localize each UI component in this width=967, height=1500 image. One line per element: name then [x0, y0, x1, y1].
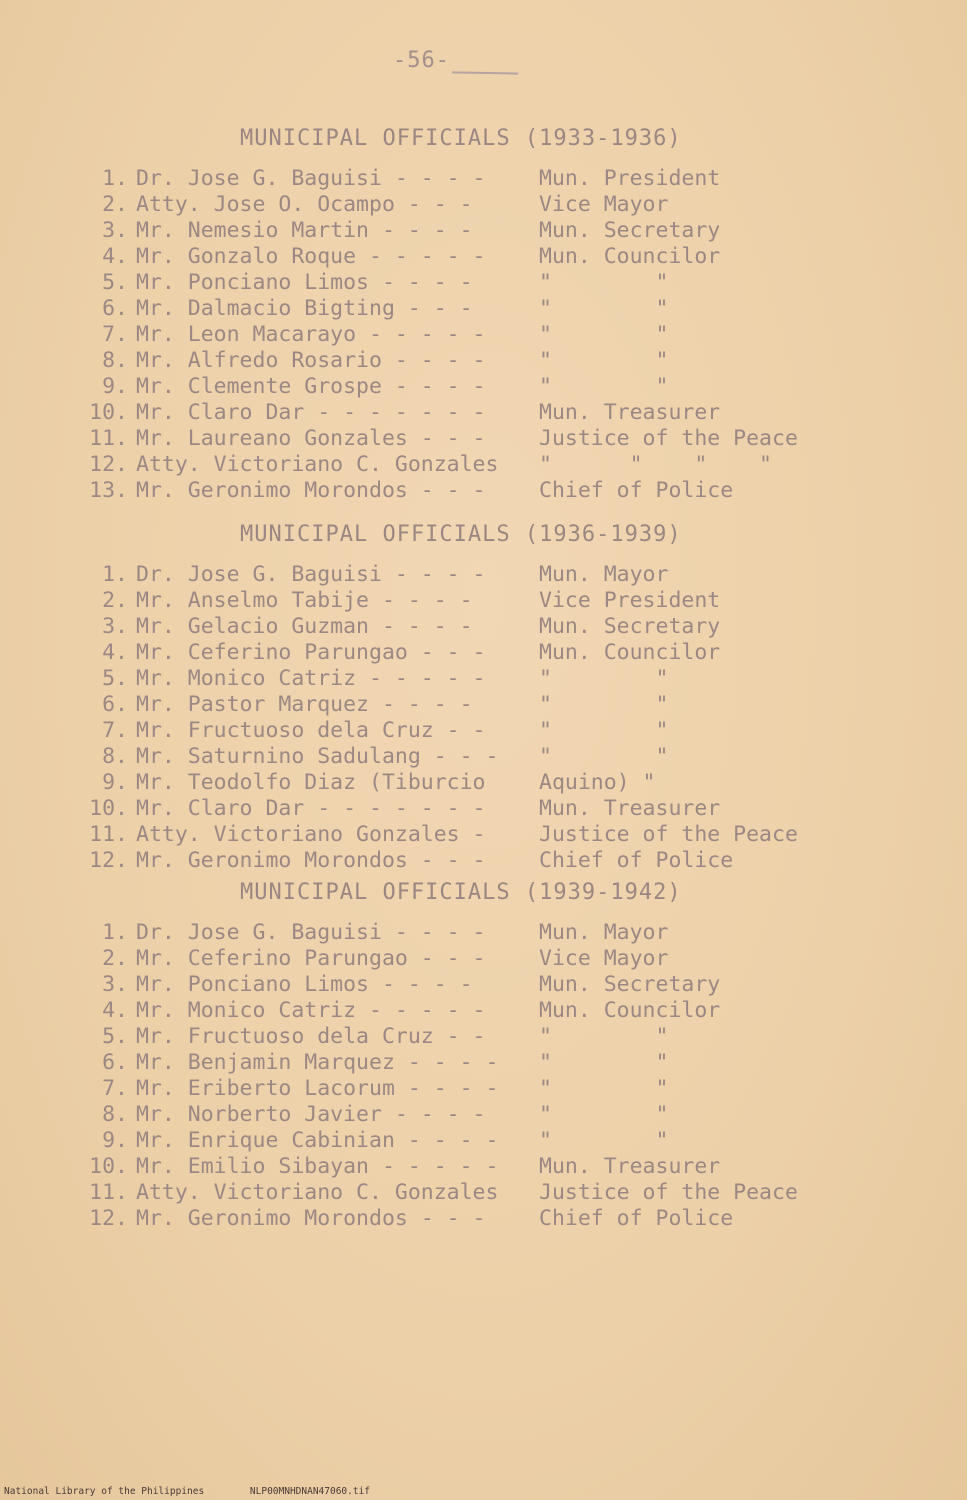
official-row [80, 348, 940, 374]
official-name: Mr. Norberto Javier - - - - [136, 1102, 486, 1127]
official-name: Mr. Anselmo Tabije - - - - [136, 588, 473, 613]
row-number: 3. [102, 614, 128, 639]
official-position: " " [539, 718, 669, 743]
pen-underline-mark [452, 71, 518, 77]
official-row [80, 998, 940, 1024]
official-row [80, 796, 940, 822]
official-position: Mun. Treasurer [539, 400, 721, 425]
official-row [80, 296, 940, 322]
official-name: Atty. Victoriano C. Gonzales [136, 452, 499, 477]
official-name: Mr. Enrique Cabinian - - - - [136, 1128, 499, 1153]
row-number: 2. [102, 588, 128, 613]
official-name: Mr. Emilio Sibayan - - - - - [136, 1154, 499, 1179]
official-row [80, 452, 940, 478]
official-position: Chief of Police [539, 1206, 734, 1231]
official-name: Mr. Nemesio Martin - - - - [136, 218, 473, 243]
official-position: " " [539, 348, 669, 373]
official-position: Justice of the Peace [539, 1180, 798, 1205]
official-position: " " [539, 270, 669, 295]
official-row [80, 192, 940, 218]
row-number: 12. [89, 1206, 128, 1231]
official-name: Mr. Ponciano Limos - - - - [136, 972, 473, 997]
official-row [80, 640, 940, 666]
row-number: 3. [102, 218, 128, 243]
officials-list [80, 562, 940, 874]
official-position: " " [539, 1024, 669, 1049]
official-position: " " " " [539, 452, 772, 477]
official-name: Mr. Monico Catriz - - - - - [136, 998, 486, 1023]
row-number: 9. [102, 374, 128, 399]
row-number: 11. [89, 1180, 128, 1205]
official-name: Mr. Leon Macarayo - - - - - [136, 322, 486, 347]
official-name: Mr. Ponciano Limos - - - - [136, 270, 473, 295]
official-name: Atty. Victoriano Gonzales - [136, 822, 486, 847]
scan-footer [4, 1486, 410, 1497]
section-1939-1942 [80, 880, 940, 1232]
row-number: 10. [89, 796, 128, 821]
official-name: Mr. Gelacio Guzman - - - - [136, 614, 473, 639]
row-number: 3. [102, 972, 128, 997]
row-number: 5. [102, 666, 128, 691]
row-number: 2. [102, 192, 128, 217]
official-name: Dr. Jose G. Baguisi - - - - [136, 920, 486, 945]
row-number: 8. [102, 744, 128, 769]
official-position: Mun. Councilor [539, 998, 721, 1023]
official-row [80, 692, 940, 718]
official-name: Mr. Monico Catriz - - - - - [136, 666, 486, 691]
official-name: Atty. Jose O. Ocampo - - - [136, 192, 473, 217]
official-row [80, 244, 940, 270]
official-row [80, 588, 940, 614]
official-position: Mun. Councilor [539, 640, 721, 665]
row-number: 7. [102, 322, 128, 347]
official-row [80, 478, 940, 504]
row-number: 10. [89, 400, 128, 425]
row-number: 6. [102, 296, 128, 321]
footer-file: NLP00MNHDNAN47060.tif [249, 1486, 371, 1497]
official-position: Vice Mayor [539, 192, 669, 217]
official-name: Mr. Teodolfo Diaz (Tiburcio [136, 770, 486, 795]
official-row [80, 1102, 940, 1128]
official-row [80, 562, 940, 588]
official-row [80, 400, 940, 426]
row-number: 9. [102, 770, 128, 795]
official-position: " " [539, 744, 669, 769]
official-position: " " [539, 1050, 669, 1075]
footer-library: National Library of the Philippines [4, 1486, 205, 1497]
row-number: 10. [89, 1154, 128, 1179]
official-name: Mr. Geronimo Morondos - - - [136, 478, 486, 503]
official-row [80, 822, 940, 848]
official-row [80, 1050, 940, 1076]
official-position: Mun. Secretary [539, 218, 721, 243]
official-position: Mun. Mayor [539, 920, 669, 945]
official-name: Mr. Clemente Grospe - - - - [136, 374, 486, 399]
row-number: 4. [102, 244, 128, 269]
section-1936-1939 [80, 522, 940, 874]
row-number: 1. [102, 920, 128, 945]
official-name: Mr. Eriberto Lacorum - - - - [136, 1076, 499, 1101]
official-name: Mr. Geronimo Morondos - - - [136, 1206, 486, 1231]
row-number: 9. [102, 1128, 128, 1153]
page-number: -56- [393, 48, 450, 73]
row-number: 7. [102, 1076, 128, 1101]
official-position: Justice of the Peace [539, 822, 798, 847]
official-position: " " [539, 1102, 669, 1127]
official-position: Vice Mayor [539, 946, 669, 971]
official-name: Mr. Saturnino Sadulang - - - [136, 744, 499, 769]
section-1933-1936 [80, 126, 940, 504]
official-position: Mun. Secretary [539, 614, 721, 639]
official-name: Mr. Dalmacio Bigting - - - [136, 296, 473, 321]
official-row [80, 614, 940, 640]
official-name: Mr. Geronimo Morondos - - - [136, 848, 486, 873]
official-name: Mr. Fructuoso dela Cruz - - [136, 718, 486, 743]
official-position: " " [539, 692, 669, 717]
official-row [80, 1024, 940, 1050]
official-row [80, 946, 940, 972]
row-number: 8. [102, 1102, 128, 1127]
row-number: 5. [102, 270, 128, 295]
official-name: Mr. Pastor Marquez - - - - [136, 692, 473, 717]
official-position: Justice of the Peace [539, 426, 798, 451]
official-position: Vice President [539, 588, 721, 613]
row-number: 11. [89, 426, 128, 451]
official-position: " " [539, 322, 669, 347]
official-position: " " [539, 666, 669, 691]
official-position: " " [539, 296, 669, 321]
row-number: 4. [102, 640, 128, 665]
official-name: Mr. Laureano Gonzales - - - [136, 426, 486, 451]
official-row [80, 1076, 940, 1102]
officials-list [80, 166, 940, 504]
official-position: Chief of Police [539, 848, 734, 873]
row-number: 8. [102, 348, 128, 373]
official-position: Chief of Police [539, 478, 734, 503]
official-name: Dr. Jose G. Baguisi - - - - [136, 562, 486, 587]
official-name: Mr. Ceferino Parungao - - - [136, 946, 486, 971]
official-row [80, 322, 940, 348]
row-number: 12. [89, 452, 128, 477]
official-position: " " [539, 1076, 669, 1101]
row-number: 4. [102, 998, 128, 1023]
row-number: 12. [89, 848, 128, 873]
official-name: Mr. Gonzalo Roque - - - - - [136, 244, 486, 269]
official-row [80, 1180, 940, 1206]
official-row [80, 426, 940, 452]
official-row [80, 374, 940, 400]
official-name: Mr. Claro Dar - - - - - - - [136, 796, 486, 821]
officials-list [80, 920, 940, 1232]
official-position: Aquino) " [539, 770, 656, 795]
official-name: Atty. Victoriano C. Gonzales [136, 1180, 499, 1205]
official-row [80, 666, 940, 692]
official-row [80, 218, 940, 244]
official-name: Mr. Fructuoso dela Cruz - - [136, 1024, 486, 1049]
section-title: MUNICIPAL OFFICIALS (1939-1942) [240, 880, 682, 905]
official-position: Mun. Mayor [539, 562, 669, 587]
section-title: MUNICIPAL OFFICIALS (1933-1936) [240, 126, 682, 151]
official-row [80, 1128, 940, 1154]
row-number: 5. [102, 1024, 128, 1049]
official-position: Mun. Treasurer [539, 796, 721, 821]
official-row [80, 718, 940, 744]
official-position: " " [539, 1128, 669, 1153]
row-number: 1. [102, 562, 128, 587]
row-number: 6. [102, 692, 128, 717]
official-name: Mr. Claro Dar - - - - - - - [136, 400, 486, 425]
official-position: Mun. Treasurer [539, 1154, 721, 1179]
row-number: 6. [102, 1050, 128, 1075]
official-position: Mun. Secretary [539, 972, 721, 997]
official-position: Mun. President [539, 166, 721, 191]
official-row [80, 920, 940, 946]
official-row [80, 166, 940, 192]
row-number: 11. [89, 822, 128, 847]
official-row [80, 770, 940, 796]
row-number: 1. [102, 166, 128, 191]
official-row [80, 744, 940, 770]
official-position: " " [539, 374, 669, 399]
official-row [80, 270, 940, 296]
official-name: Mr. Ceferino Parungao - - - [136, 640, 486, 665]
official-name: Mr. Alfredo Rosario - - - - [136, 348, 486, 373]
official-position: Mun. Councilor [539, 244, 721, 269]
official-name: Mr. Benjamin Marquez - - - - [136, 1050, 499, 1075]
row-number: 13. [89, 478, 128, 503]
official-name: Dr. Jose G. Baguisi - - - - [136, 166, 486, 191]
official-row [80, 1206, 940, 1232]
official-row [80, 848, 940, 874]
row-number: 7. [102, 718, 128, 743]
official-row [80, 1154, 940, 1180]
section-title: MUNICIPAL OFFICIALS (1936-1939) [240, 522, 682, 547]
official-row [80, 972, 940, 998]
row-number: 2. [102, 946, 128, 971]
